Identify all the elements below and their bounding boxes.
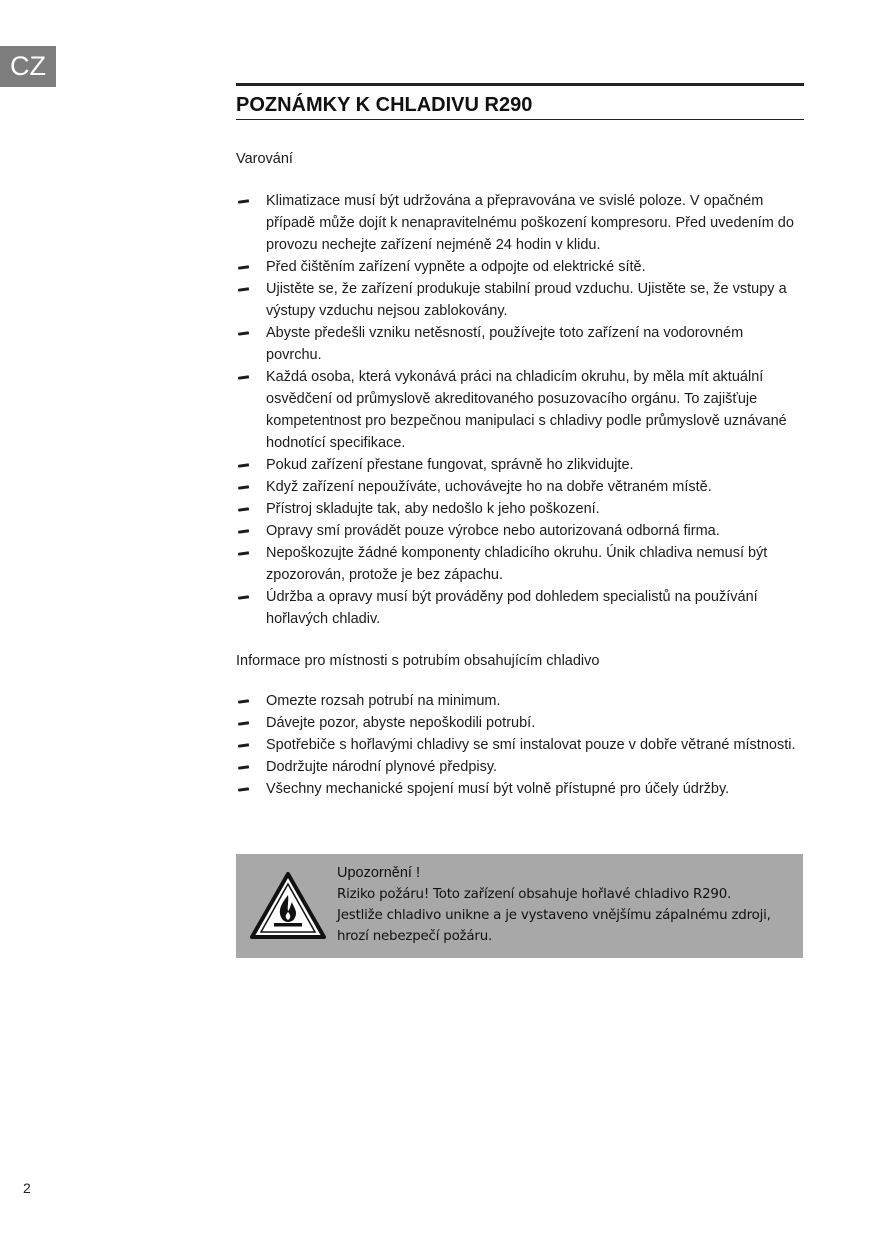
bullet-icon (238, 463, 249, 468)
warning-line: hrozí nebezpečí požáru. (337, 929, 493, 944)
bullet-icon (238, 765, 249, 770)
list-item: Abyste předešli vzniku netěsností, používejte toto zařízení na vodorovném povrchu. (236, 322, 796, 366)
bullet-icon (238, 507, 249, 512)
bullet-icon (238, 287, 249, 292)
list-item: Přístroj skladujte tak, aby nedošlo k jeho poškození. (236, 498, 796, 520)
main-content (236, 148, 796, 800)
list-item: Spotřebiče s hořlavými chladivy se smí instalovat pouze v dobře větrané místnosti. (236, 734, 796, 756)
list-item: Všechny mechanické spojení musí být volně přístupné pro účely údržby. (236, 778, 796, 800)
list-item: Údržba a opravy musí být prováděny pod dohledem specialistů na používání hořlavých chladiv. (236, 586, 796, 630)
warnings-list (236, 190, 796, 630)
bullet-icon (238, 699, 249, 704)
bullet-icon (238, 375, 249, 380)
list-item: Dodržujte národní plynové předpisy. (236, 756, 796, 778)
bullet-icon (238, 721, 249, 726)
list-item: Omezte rozsah potrubí na minimum. (236, 690, 796, 712)
piping-heading: Informace pro místnosti s potrubím obsahujícím chladivo (236, 653, 600, 669)
list-item: Ujistěte se, že zařízení produkuje stabilní proud vzduchu. Ujistěte se, že vstupy a výstupy vzduchu nejsou zablokovány. (236, 278, 796, 322)
list-item: Každá osoba, která vykonává práci na chladicím okruhu, by měla mít aktuální osvědčení od průmyslově akreditovaného posuzovacího orgánu. To zajišťuje kompetentnost pro bezpečnou manipulaci s chladivy podle průmyslově uznávané hodnotící specifikace. (236, 366, 796, 454)
list-item: Když zařízení nepoužíváte, uchovávejte ho na dobře větraném místě. (236, 476, 796, 498)
bullet-icon (238, 485, 249, 490)
warning-title: Upozornění ! (337, 865, 421, 881)
bullet-icon (238, 331, 249, 336)
list-item: Dávejte pozor, abyste nepoškodili potrubí. (236, 712, 796, 734)
bullet-icon (238, 551, 249, 556)
warning-text (337, 863, 797, 947)
fire-warning-box (236, 854, 803, 958)
language-tab: CZ (0, 46, 56, 87)
list-item: Klimatizace musí být udržována a přepravována ve svislé poloze. V opačném případě může dojít k nenapravitelnému poškození kompresoru. Před uvedením do provozu nechejte zařízení nejméně 24 hodin v klidu. (236, 190, 796, 256)
bullet-icon (238, 199, 249, 204)
bullet-icon (238, 529, 249, 534)
bullet-icon (238, 265, 249, 270)
page-title: POZNÁMKY K CHLADIVU R290 (236, 93, 804, 120)
flammable-warning-icon (249, 871, 327, 941)
bullet-icon (238, 595, 249, 600)
top-rule (236, 83, 804, 86)
warning-line: Jestliže chladivo unikne a je vystaveno vnějšímu zápalnému zdroji, (337, 908, 771, 923)
list-item: Opravy smí provádět pouze výrobce nebo autorizovaná odborná firma. (236, 520, 796, 542)
list-item: Před čištěním zařízení vypněte a odpojte od elektrické sítě. (236, 256, 796, 278)
list-item: Pokud zařízení přestane fungovat, správně ho zlikvidujte. (236, 454, 796, 476)
page-number: 2 (23, 1180, 31, 1196)
bullet-icon (238, 743, 249, 748)
warnings-heading: Varování (236, 151, 293, 167)
piping-list (236, 690, 796, 800)
list-item: Nepoškozujte žádné komponenty chladicího okruhu. Únik chladiva nemusí být zpozorován, protože je bez zápachu. (236, 542, 796, 586)
bullet-icon (238, 787, 249, 792)
warning-line: Riziko požáru! Toto zařízení obsahuje hořlavé chladivo R290. (337, 887, 732, 902)
